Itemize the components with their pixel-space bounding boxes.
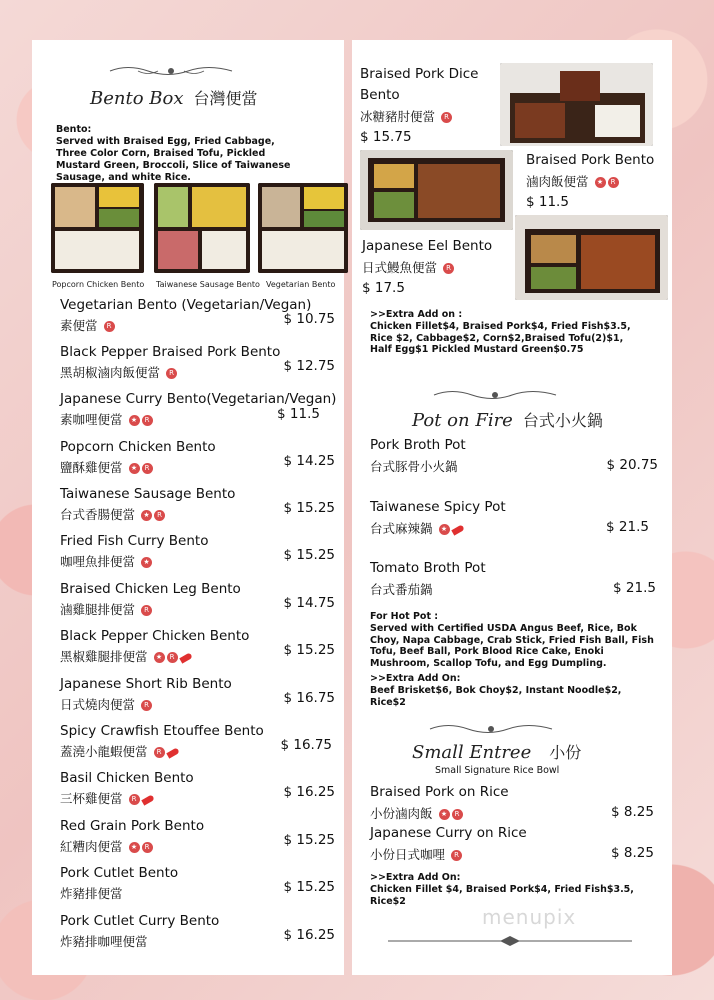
item-name: Braised Pork on Rice bbox=[370, 784, 509, 800]
badge-icon: R bbox=[608, 177, 619, 188]
bento-desc-heading: Bento: bbox=[56, 124, 92, 135]
hot-pot-description: Served with Certified USDA Angus Beef, Rice, Bok Choy, Napa Cabbage, Crab Stick, Fried Fish Ball, Fish Tofu, Beef Ball, Pork Blood Rice Cake, Enoki Mushroom, Scallop Tofu, and Egg Dumpling. bbox=[370, 623, 654, 669]
small-entree-title bbox=[412, 740, 581, 763]
item-name: Vegetarian Bento (Vegetarian/Vegan) bbox=[60, 297, 312, 313]
item-price: $ 15.25 bbox=[283, 500, 335, 516]
item-zh: 炸豬排咖哩便當 bbox=[60, 934, 148, 949]
small-title-zh: 小份 bbox=[549, 743, 582, 762]
small-addon-text: Chicken Fillet $4, Braised Pork$4, Fried Fish$3.5, Rice$2 bbox=[370, 884, 634, 907]
braised-pork-dice-bento-photo bbox=[360, 150, 513, 230]
chili-pepper-icon bbox=[179, 652, 192, 663]
item-zh: 素便當 bbox=[60, 318, 98, 333]
featured-price: $ 17.5 bbox=[362, 280, 405, 296]
vegetarian-caption: Vegetarian Bento bbox=[266, 280, 336, 289]
item-price: $ 11.5 bbox=[277, 406, 320, 422]
small-title-en: Small Entree bbox=[412, 742, 532, 763]
thumbs-up-icon: ★ bbox=[439, 809, 450, 820]
hot-pot-addon-text: Beef Brisket$6, Bok Choy$2, Instant Noodle$2, Rice$2 bbox=[370, 685, 622, 708]
menu-item bbox=[60, 913, 335, 953]
item-price: $ 15.25 bbox=[283, 642, 335, 658]
item-zh: 台式麻辣鍋 bbox=[370, 521, 433, 536]
item-price: $ 14.25 bbox=[283, 453, 335, 469]
item-name: Popcorn Chicken Bento bbox=[60, 439, 216, 455]
item-name: Pork Cutlet Curry Bento bbox=[60, 913, 220, 929]
badge-icon: R bbox=[166, 368, 177, 379]
featured-price: $ 15.75 bbox=[360, 129, 412, 145]
item-zh: 小份日式咖哩 bbox=[370, 847, 446, 862]
menu-item bbox=[370, 784, 658, 824]
chili-pepper-icon bbox=[451, 524, 464, 535]
badge-icon: R bbox=[443, 263, 454, 274]
featured-zh: 冰糖豬肘便當 bbox=[360, 109, 436, 124]
bento-title-en: Bento Box bbox=[90, 88, 184, 109]
badge-icon: R bbox=[142, 842, 153, 853]
badge-icon: R bbox=[452, 809, 463, 820]
badge-icon: R bbox=[154, 747, 165, 758]
item-name: Braised Chicken Leg Bento bbox=[60, 581, 241, 597]
menu-item bbox=[370, 437, 658, 477]
item-name: Black Pepper Braised Pork Bento bbox=[60, 344, 281, 360]
item-name: Pork Broth Pot bbox=[370, 437, 466, 453]
badge-icon: R bbox=[142, 463, 153, 474]
item-price: $ 8.25 bbox=[611, 804, 654, 820]
ornament-divider-icon bbox=[432, 388, 558, 402]
bottom-divider-icon bbox=[388, 934, 632, 948]
item-zh: 台式番茄鍋 bbox=[370, 582, 433, 597]
featured-zh: 滷肉飯便當 bbox=[526, 174, 589, 189]
taiwanese-sausage-caption: Taiwanese Sausage Bento bbox=[156, 280, 260, 289]
item-zh: 素咖哩便當 bbox=[60, 412, 123, 427]
item-price: $ 15.25 bbox=[283, 547, 335, 563]
hot-pot-addon-heading: >>Extra Add On: bbox=[370, 673, 461, 684]
watermark: menupix bbox=[482, 905, 577, 929]
badge-icon: R bbox=[129, 794, 140, 805]
item-zh: 炸豬排便當 bbox=[60, 886, 123, 901]
item-name: Pork Cutlet Bento bbox=[60, 865, 179, 881]
item-price: $ 15.25 bbox=[283, 879, 335, 895]
featured-name: Japanese Eel Bento bbox=[362, 238, 493, 254]
item-zh: 小份滷肉飯 bbox=[370, 806, 433, 821]
ornament-divider-icon bbox=[108, 64, 234, 78]
badge-icon: R bbox=[141, 700, 152, 711]
item-name: Taiwanese Sausage Bento bbox=[60, 486, 236, 502]
item-name: Basil Chicken Bento bbox=[60, 770, 194, 786]
item-price: $ 10.75 bbox=[283, 311, 335, 327]
badge-icon: R bbox=[104, 321, 115, 332]
thumbs-up-icon: ★ bbox=[129, 415, 140, 426]
item-name: Japanese Curry Bento(Vegetarian/Vegan) bbox=[60, 391, 337, 407]
pot-title-en: Pot on Fire bbox=[412, 410, 513, 431]
thumbs-up-icon: ★ bbox=[141, 557, 152, 568]
pot-title-zh: 台式小火鍋 bbox=[522, 411, 603, 430]
featured-name: Braised Pork Bento bbox=[526, 152, 655, 168]
thumbs-up-icon: ★ bbox=[439, 524, 450, 535]
featured-item-braised-pork-dice bbox=[360, 64, 479, 148]
chili-pepper-icon bbox=[141, 794, 154, 805]
menu-item bbox=[60, 676, 335, 716]
bento-title-zh: 台灣便當 bbox=[193, 89, 258, 108]
item-zh: 黑椒雞腿排便當 bbox=[60, 649, 148, 664]
item-price: $ 16.25 bbox=[283, 927, 335, 943]
menu-item bbox=[60, 344, 335, 384]
item-name: Black Pepper Chicken Bento bbox=[60, 628, 250, 644]
featured-name-line1: Braised Pork Dice bbox=[360, 66, 479, 82]
item-price: $ 21.5 bbox=[613, 580, 656, 596]
chili-pepper-icon bbox=[166, 747, 179, 758]
menu-item bbox=[370, 825, 658, 865]
item-name: Japanese Short Rib Bento bbox=[60, 676, 232, 692]
taiwanese-sausage-bento-photo bbox=[154, 183, 250, 273]
thumbs-up-icon: ★ bbox=[129, 842, 140, 853]
bento-description: Served with Braised Egg, Fried Cabbage, Three Color Corn, Braised Tofu, Pickled Mustard Green, Broccoli, Slice of Taiwanese Sausage, and white Rice. bbox=[56, 136, 291, 183]
item-name: Tomato Broth Pot bbox=[370, 560, 486, 576]
menu-item bbox=[60, 297, 335, 337]
item-name: Spicy Crawfish Etouffee Bento bbox=[60, 723, 264, 739]
item-zh: 台式香腸便當 bbox=[60, 507, 136, 522]
ornament-divider-icon bbox=[428, 722, 554, 736]
item-price: $ 14.75 bbox=[283, 595, 335, 611]
bento-section-title bbox=[90, 86, 258, 109]
badge-icon: R bbox=[141, 605, 152, 616]
bento-addon-text: Chicken Fillet$4, Braised Pork$4, Fried Fish$3.5, Rice $2, Cabbage$2, Corn$2,Braised Tofu(2)$1, Half Egg$1 Pickled Mustard Green$0.75 bbox=[370, 321, 631, 355]
item-zh: 咖哩魚排便當 bbox=[60, 554, 136, 569]
menu-item bbox=[60, 581, 335, 621]
item-price: $ 12.75 bbox=[283, 358, 335, 374]
menu-item bbox=[60, 723, 335, 763]
item-zh: 紅糟肉便當 bbox=[60, 839, 123, 854]
menu-item bbox=[60, 533, 335, 573]
item-price: $ 21.5 bbox=[606, 519, 649, 535]
featured-item-japanese-eel bbox=[362, 236, 492, 299]
menu-item bbox=[370, 499, 658, 539]
item-zh: 台式豚骨小火鍋 bbox=[370, 459, 458, 474]
thumbs-up-icon: ★ bbox=[595, 177, 606, 188]
popcorn-chicken-caption: Popcorn Chicken Bento bbox=[52, 280, 145, 289]
braised-pork-dice-photo bbox=[500, 63, 653, 146]
item-zh: 三杯雞便當 bbox=[60, 791, 123, 806]
menu-item bbox=[370, 560, 658, 600]
item-zh: 鹽酥雞便當 bbox=[60, 460, 123, 475]
badge-icon: R bbox=[441, 112, 452, 123]
item-name: Red Grain Pork Bento bbox=[60, 818, 205, 834]
badge-icon: R bbox=[167, 652, 178, 663]
small-entree-subtitle: Small Signature Rice Bowl bbox=[435, 765, 560, 776]
menu-item bbox=[60, 439, 335, 479]
item-price: $ 8.25 bbox=[611, 845, 654, 861]
thumbs-up-icon: ★ bbox=[129, 463, 140, 474]
popcorn-chicken-bento-photo bbox=[51, 183, 144, 273]
item-price: $ 16.75 bbox=[283, 690, 335, 706]
bento-addon-heading: >>Extra Add on : bbox=[370, 309, 463, 320]
item-name: Taiwanese Spicy Pot bbox=[370, 499, 506, 515]
item-zh: 蓋澆小龍蝦便當 bbox=[60, 744, 148, 759]
item-zh: 黑胡椒滷肉飯便當 bbox=[60, 365, 161, 380]
item-price: $ 20.75 bbox=[606, 457, 658, 473]
badge-icon: R bbox=[142, 415, 153, 426]
menu-item bbox=[60, 865, 335, 905]
vegetarian-bento-photo bbox=[258, 183, 348, 273]
featured-item-braised-pork bbox=[526, 150, 654, 213]
item-price: $ 15.25 bbox=[283, 832, 335, 848]
menu-item bbox=[60, 770, 335, 810]
item-price: $ 16.75 bbox=[280, 737, 332, 753]
menu-item bbox=[60, 486, 335, 526]
item-name: Fried Fish Curry Bento bbox=[60, 533, 209, 549]
item-price: $ 16.25 bbox=[283, 784, 335, 800]
small-addon-heading: >>Extra Add On: bbox=[370, 872, 461, 883]
featured-price: $ 11.5 bbox=[526, 194, 569, 210]
item-name: Japanese Curry on Rice bbox=[370, 825, 527, 841]
hot-pot-desc-heading: For Hot Pot : bbox=[370, 611, 439, 622]
japanese-eel-bento-photo bbox=[515, 215, 668, 300]
featured-zh: 日式鰻魚便當 bbox=[362, 260, 438, 275]
badge-icon: R bbox=[451, 850, 462, 861]
thumbs-up-icon: ★ bbox=[154, 652, 165, 663]
item-zh: 滷雞腿排便當 bbox=[60, 602, 136, 617]
menu-item bbox=[60, 818, 335, 858]
badge-icon: R bbox=[154, 510, 165, 521]
pot-section-title bbox=[412, 408, 603, 431]
menu-item bbox=[60, 391, 335, 431]
menu-item bbox=[60, 628, 335, 668]
featured-name-line2: Bento bbox=[360, 87, 400, 103]
item-zh: 日式燒肉便當 bbox=[60, 697, 136, 712]
thumbs-up-icon: ★ bbox=[141, 510, 152, 521]
